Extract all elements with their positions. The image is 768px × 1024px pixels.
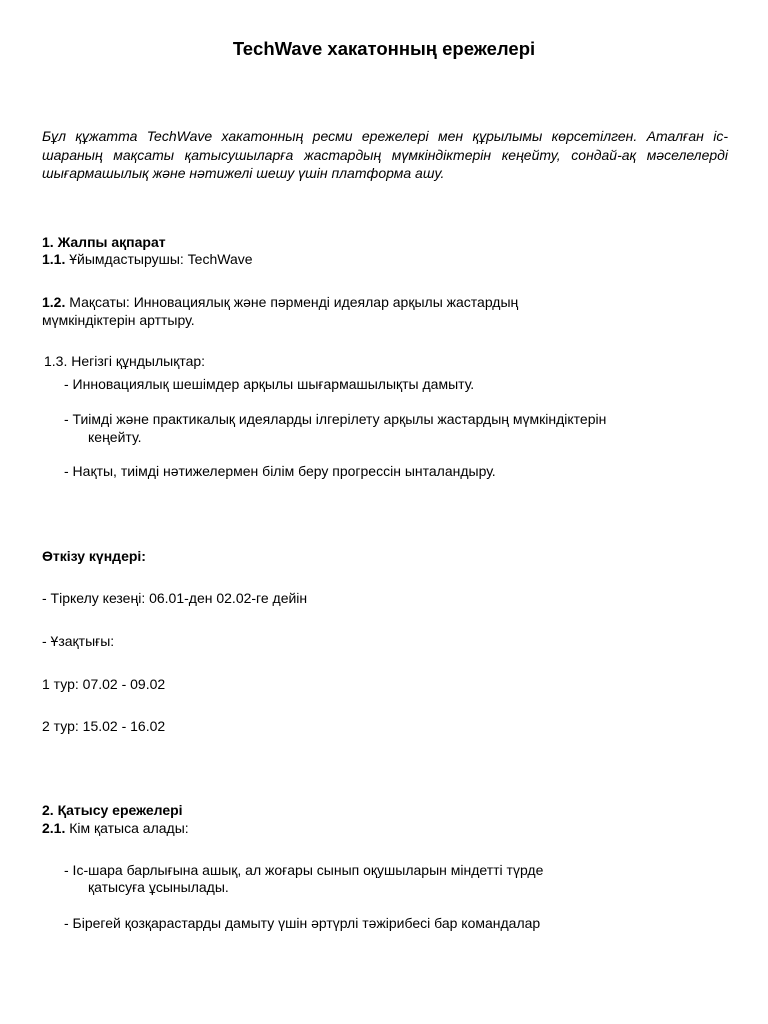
item-1-1 [42,250,253,268]
item-1-2-text: Мақсаты: Инновациялық және пәрменді идеялар арқылы жастардың [65,294,519,310]
round-1: 1 тур: 07.02 - 09.02 [42,676,166,692]
participation-bullet-1: - Іс-шара барлығына ашық, ал жоғары сынып оқушыларын міндетті түрде [64,862,544,878]
item-2-1-text: Кім қатыса алады: [65,820,189,836]
item-1-3: 1.3. Негізгі құндылықтар: [44,353,206,369]
participation-bullet-1-continuation: қатысуға ұсынылады. [88,879,229,895]
value-2-continuation: кеңейту. [88,429,142,445]
participation-bullet-2: - Бірегей қозқарастарды дамыту үшін әртүрлі тәжірибесі бар командалар [64,915,541,931]
dates-heading: Өткізу күндері: [42,548,146,564]
item-1-2-number: 1.2. [42,294,66,310]
intro-paragraph: Бұл құжатта TechWave хакатонның ресми ережелері мен құрылымы көрсетілген. Аталған іс-шараның мақсаты қатысушыларға жастардың мүмкіндіктерін кеңейту, сондай-ақ мәселелерді шығармашылық және нәтижелі шешу үшін платформа ашу. [42,128,728,181]
value-2: - Тиімді және практикалық идеяларды ілгерілету арқылы жастардың мүмкіндіктерін [64,411,607,427]
item-2-1-number: 2.1. [42,820,66,836]
registration-period: - Тіркелу кезеңі: 06.01-ден 02.02-ге дейін [42,590,308,606]
value-3: - Нақты, тиімді нәтижелермен білім беру прогрессін ынталандыру. [64,463,496,479]
document-title: TechWave хакатонның ережелері [232,38,536,59]
section-2-heading: 2. Қатысу ережелері [42,802,183,818]
item-2-1 [42,819,189,837]
duration-label: - Ұзақтығы: [42,633,115,649]
section-1-heading: 1. Жалпы ақпарат [42,234,166,250]
item-1-1-text: Ұйымдастырушы: TechWave [65,251,253,267]
item-1-2-continuation: мүмкіндіктерін арттыру. [42,312,195,328]
item-1-2 [42,293,518,311]
item-1-1-number: 1.1. [42,251,66,267]
round-2: 2 тур: 15.02 - 16.02 [42,718,166,734]
value-1: - Инновациялық шешімдер арқылы шығармашылықты дамыту. [64,376,475,392]
